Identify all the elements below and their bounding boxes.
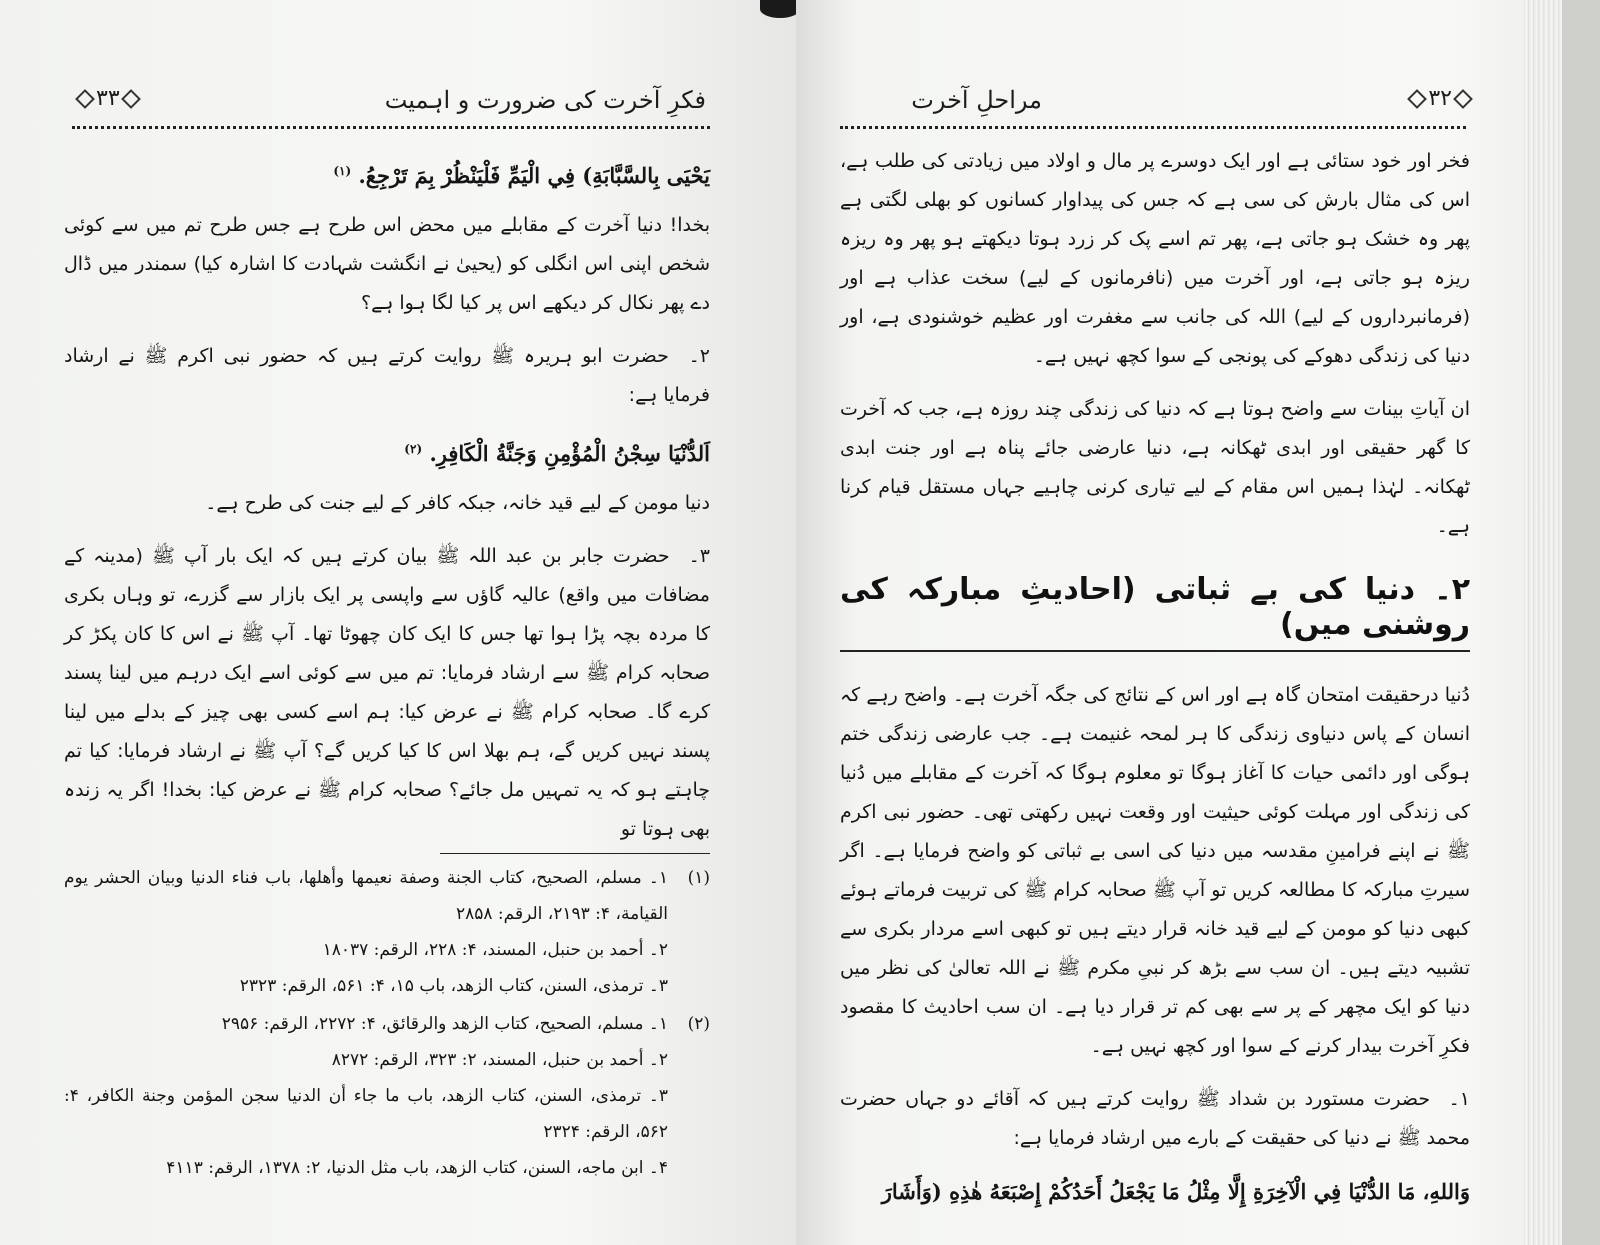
left-page-header <box>0 80 796 130</box>
paragraph: دُنیا درحقیقت امتحان گاہ ہے اور اس کے نتائج کی جگہ آخرت ہے۔ واضح رہے کہ انسان کے پاس دنیاوی زندگی کا ہر لمحہ غنیمت ہے۔ جب عارضی زندگی ختم ہوگی اور دائمی حیات کا آغاز ہوگا تو معلوم ہوگا کہ آخرت کے مقابلے میں دُنیا کی زندگی اور مہلت کوئی حیثیت اور وقعت نہیں رکھتی تھی۔ حضور نبی اکرم ﷺ نے اپنے فرامینِ مقدسہ میں دنیا کی اسی بے ثباتی کو واضح فرمایا ہے۔ اگر سیرتِ مبارکہ کا مطالعہ کریں تو آپ ﷺ صحابہ کرام ﷺ کی تربیت فرماتے ہوئے کبھی دنیا کو مومن کے لیے قید خانہ قرار دیتے ہیں تو کبھی اسے مردار بکری سے تشبیہ دیتے ہیں۔ ان سب سے بڑھ کر نبیِ مکرم ﷺ نے اللہ تعالیٰ کی نظر میں دنیا کو ایک مچھر کے پر سے بھی کم تر قرار دیا ہے۔ ان سب احادیث کا مقصود فکرِ آخرت بیدار کرنے کے سوا اور کچھ نہیں ہے۔ <box>840 684 1470 1057</box>
page-edges <box>1524 0 1562 1245</box>
header-divider <box>72 126 710 129</box>
hadith-item: ۳۔ حضرت جابر بن عبد اللہ ﷺ بیان کرتے ہیں کہ ایک بار آپ ﷺ (مدینہ کے مضافات میں واقع) عالیہ گاؤں سے واپسی پر ایک بازار سے گزرے، تو وہاں بکری کا مردہ بچہ پڑا ہوا تھا جس کا ایک کان چھوٹا تھا۔ آپ ﷺ نے اس کا کان پکڑ کر صحابہ کرام ﷺ سے ارشاد فرمایا: تم میں سے کوئی اسے ایک درہم میں لینا پسند کرے گا۔ صحابہ کرام ﷺ نے عرض کیا: ہم اسے کسی بھی چیز کے بدلے میں لینا پسند نہیں کریں گے، ہم بھلا اس کا کیا کریں گے؟ آپ ﷺ نے ارشاد فرمایا: کیا تم چاہتے ہو کہ یہ تمہیں مل جائے؟ صحابہ کرام ﷺ نے عرض کیا: بخدا! اگر یہ زندہ بھی ہوتا تو <box>64 545 710 840</box>
footnote-rule <box>440 853 710 854</box>
page-number-text: ۳۳ <box>96 86 120 111</box>
footnote-entry: ۳۔ ترمذی، السنن، كتاب الزهد، باب ۱۵، ۴: ۵۶۱، الرقم: ۲۳۲۳ <box>239 976 668 996</box>
right-page-body <box>840 142 1470 1222</box>
paragraph: فخر اور خود ستائی ہے اور ایک دوسرے پر مال و اولاد میں زیادتی کی طلب ہے، اس کی مثال بارش کی سی ہے کہ جس کی پیداوار کسانوں کو بھلی لگتی ہے پھر وہ خشک ہو جاتی ہے، پھر تم اسے پک کر زرد ہوتا دیکھتے ہو پھر وہ ریزہ ریزہ ہو جاتی ہے، اور آخرت میں (نافرمانوں کے لیے) سخت عذاب ہے اور (فرمانبرداروں کے لیے) اللہ کی جانب سے مغفرت اور عظیم خوشنودی ہے، اور دنیا کی زندگی دھوکے کی پونجی کے سوا کچھ نہیں ہے۔ <box>840 150 1470 367</box>
page-number <box>78 86 138 111</box>
bookmark-ribbon <box>760 0 800 18</box>
ornament-icon <box>1407 89 1427 109</box>
footnote-marker: (۲) <box>404 442 423 456</box>
arabic-quote: اَلدُّنْيَا سِجْنُ الْمُؤْمِنِ وَجَنَّةُ الْكَافِرِ. $^{(۲)}$ <box>404 441 710 466</box>
running-head: مراحلِ آخرت <box>911 86 1042 114</box>
ornament-icon <box>75 89 95 109</box>
footnote-group: (۱) ۱۔ مسلم، الصحيح، كتاب الجنة وصفة نعيمها وأهلها، باب فناء الدنيا وبيان الحشر يوم القيامة، ۴: ۲۱۹۳، الرقم: ۲۸۵۸ ۲۔ أحمد بن حنبل، المسند، ۴: ۲۲۸، الرقم: ۱۸۰۳۷ ۳۔ ترمذی، السنن، كتاب الزهد، باب ۱۵، ۴: ۵۶۱، الرقم: ۲۳۲۳ <box>64 860 710 1004</box>
paragraph: بخدا! دنیا آخرت کے مقابلے میں محض اس طرح ہے جس طرح تم میں سے کوئی شخص اپنی اس انگلی کو (یحییٰ نے انگشت شہادت کا اشارہ کیا) سمندر میں ڈال دے پھر نکال کر دیکھے اس پر کیا لگا ہوا ہے؟ <box>64 214 710 314</box>
header-divider <box>840 126 1466 129</box>
footnote-entry: ۲۔ أحمد بن حنبل، المسند، ۲: ۳۲۳، الرقم: ۸۲۷۲ <box>331 1050 668 1070</box>
left-page-body <box>64 145 710 1188</box>
right-page <box>796 0 1562 1245</box>
arabic-quote: يَحْيَى بِالسَّبَّابَةِ) فِي الْيَمِّ فَلْيَنْظُرْ بِمَ تَرْجِعُ. $^{(۱)}$ <box>333 163 710 188</box>
footnote-entry: ۱۔ مسلم، الصحيح، كتاب الجنة وصفة نعيمها وأهلها، باب فناء الدنيا وبيان الحشر يوم القيامة، ۴: ۲۱۹۳، الرقم: ۲۸۵۸ <box>64 868 668 924</box>
footnote-group: (۲) ۱۔ مسلم، الصحيح، كتاب الزهد والرقائق، ۴: ۲۲۷۲، الرقم: ۲۹۵۶ ۲۔ أحمد بن حنبل، المسند، ۲: ۳۲۳، الرقم: ۸۲۷۲ ۳۔ ترمذی، السنن، كتاب الزهد، باب ما جاء أن الدنيا سجن المؤمن وجنة الكافر، ۴: ۵۶۲، الرقم: ۲۳۲۴ ۴۔ ابن ماجه، السنن، كتاب الزهد، باب مثل الدنيا، ۲: ۱۳۷۸، الرقم: ۴۱۱۳ <box>64 1006 710 1186</box>
footnote-entry: ۳۔ ترمذی، السنن، كتاب الزهد، باب ما جاء أن الدنيا سجن المؤمن وجنة الكافر، ۴: ۵۶۲، الرقم: ۲۳۲۴ <box>64 1086 668 1142</box>
page-number <box>1410 86 1470 111</box>
footnotes <box>64 860 710 1186</box>
running-head: فکرِ آخرت کی ضرورت و اہمیت <box>384 86 706 114</box>
right-page-header <box>796 80 1562 130</box>
hadith-item: ۲۔ حضرت ابو ہریرہ ﷺ روایت کرتے ہیں کہ حضور نبی اکرم ﷺ نے ارشاد فرمایا ہے: <box>64 345 710 406</box>
footnote-entry: ۴۔ ابن ماجه، السنن، كتاب الزهد، باب مثل الدنيا، ۲: ۱۳۷۸، الرقم: ۴۱۱۳ <box>166 1158 668 1178</box>
section-heading: ۲۔ دنیا کی بے ثباتی (احادیثِ مبارکہ کی روشنی میں) <box>840 572 1470 652</box>
footnote-marker: (۱) <box>333 164 352 178</box>
footnote-entry: ۲۔ أحمد بن حنبل، المسند، ۴: ۲۲۸، الرقم: ۱۸۰۳۷ <box>322 940 668 960</box>
page-number-text: ۳۲ <box>1428 86 1452 111</box>
footnote-entry: ۱۔ مسلم، الصحيح، كتاب الزهد والرقائق، ۴: ۲۲۷۲، الرقم: ۲۹۵۶ <box>221 1014 668 1034</box>
left-page <box>0 0 796 1245</box>
hadith-item: ۱۔ حضرت مستورد بن شداد ﷺ روایت کرتے ہیں کہ آقائے دو جہاں حضرت محمد ﷺ نے دنیا کی حقیقت کے بارے میں ارشاد فرمایا ہے: <box>840 1088 1471 1149</box>
ornament-icon <box>1453 89 1473 109</box>
paragraph: دنیا مومن کے لیے قید خانہ، جبکہ کافر کے لیے جنت کی طرح ہے۔ <box>205 492 710 514</box>
arabic-quote: وَاللهِ، مَا الدُّنْيَا فِي الْآخِرَةِ إِلَّا مِثْلُ مَا يَجْعَلُ أَحَدُكُمْ إِصْبَعَهُ هٰذِهِ (وَأَشَارَ <box>881 1179 1470 1204</box>
ornament-icon <box>121 89 141 109</box>
paragraph: ان آیاتِ بینات سے واضح ہوتا ہے کہ دنیا کی زندگی چند روزہ ہے، جب کہ آخرت کا گھر حقیقی اور ابدی ٹھکانہ ہے، دنیا عارضی جائے پناہ ہے اور جنت ابدی ٹھکانہ۔ لہٰذا ہمیں اس مقام کے لیے تیاری کرنی چاہیے جہاں مستقل قیام کرنا ہے۔ <box>840 398 1470 537</box>
